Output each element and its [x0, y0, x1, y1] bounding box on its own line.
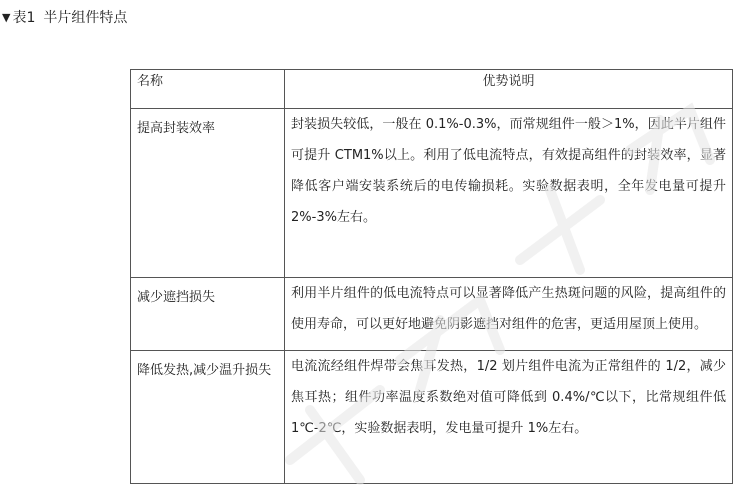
table-row — [131, 278, 733, 351]
table-caption — [2, 8, 127, 28]
row-name: 降低发热,减少温升损失 — [131, 351, 285, 484]
header-advantage: 优势说明 — [285, 70, 733, 109]
row-name: 减少遮挡损失 — [131, 278, 285, 351]
feature-table — [130, 69, 733, 484]
table-row — [131, 109, 733, 278]
row-description: 封装损失较低，一般在 0.1%-0.3%，而常规组件一般＞1%，因此半片组件可提升 CTM1%以上。利用了低电流特点，有效提高组件的封装效率，显著降低客户端安装系统后的电传输损耗。实验数据表明，全年发电量可提升 2%-3%左右。 — [285, 109, 733, 278]
header-name: 名称 — [131, 70, 285, 109]
table-number: 表1 — [12, 10, 36, 26]
table-title: 半片组件特点 — [43, 10, 128, 26]
table-header-row — [131, 70, 733, 109]
table-row — [131, 351, 733, 484]
row-description: 利用半片组件的低电流特点可以显著降低产生热斑问题的风险，提高组件的使用寿命，可以更好地避免阴影遮挡对组件的危害，更适用屋顶上使用。 — [285, 278, 733, 351]
row-name: 提高封装效率 — [131, 109, 285, 278]
row-description: 电流流经组件焊带会焦耳发热，1/2 划片组件电流为正常组件的 1/2，减少焦耳热；组件功率温度系数绝对值可降低到 0.4%/℃以下，比常规组件低 1℃-2℃，实验数据表明，发电量可提升 1%左右。 — [285, 351, 733, 484]
caret-down-icon: ▼ — [2, 11, 11, 24]
